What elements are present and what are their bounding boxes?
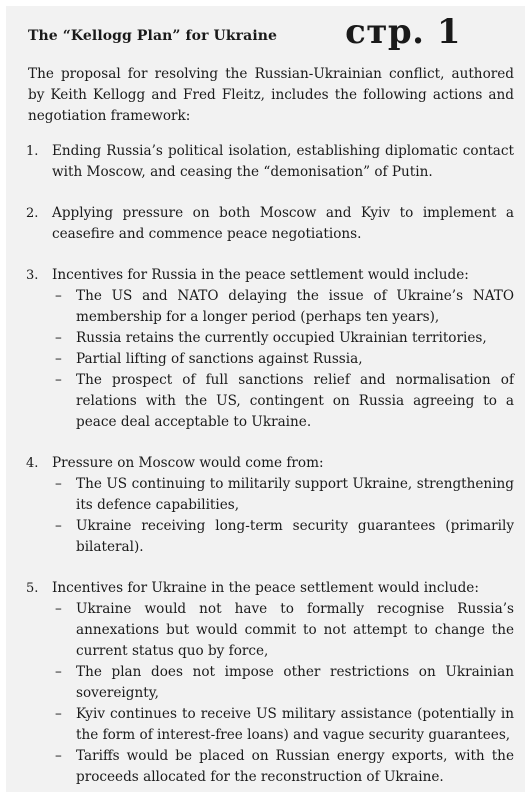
plan-item <box>20 265 514 433</box>
sub-point-text: The US and NATO delaying the issue of Ukraine’s NATO membership for a longer period (perhaps ten years), <box>76 288 514 325</box>
sub-point-text: Partial lifting of sanctions against Russia, <box>76 351 363 367</box>
item-text: Ending Russia’s political isolation, establishing diplomatic contact with Moscow, and ceasing the “demonisation” of Putin. <box>52 143 514 180</box>
sub-point-text: Ukraine receiving long-term security guarantees (primarily bilateral). <box>76 518 514 555</box>
item-text: Pressure on Moscow would come from: <box>52 455 324 471</box>
item-number: 4. <box>26 456 39 471</box>
sub-point-text: Russia retains the currently occupied Ukrainian territories, <box>76 330 487 346</box>
sub-point-text: Kyiv continues to receive US military assistance (potentially in the form of interest-free loans) and vague security guarantees, <box>76 706 514 743</box>
item-text: Applying pressure on both Moscow and Kyiv to implement a ceasefire and commence peace negotiations. <box>52 205 514 242</box>
sub-point-text: Tariffs would be placed on Russian energy exports, with the proceeds allocated for the reconstruction of Ukraine. <box>76 748 514 785</box>
dash-marker: – <box>55 664 62 680</box>
plan-items-list <box>20 141 514 788</box>
sub-point <box>52 704 514 746</box>
sub-point <box>52 474 514 516</box>
sub-point-text: Ukraine would not have to formally recognise Russia’s annexations but would commit to not attempt to change the current status quo by force, <box>76 601 514 659</box>
dash-marker: – <box>55 706 62 722</box>
sub-point <box>52 349 514 370</box>
dash-marker: – <box>55 372 62 388</box>
document-card <box>6 6 525 792</box>
item-number: 1. <box>26 144 39 159</box>
dash-marker: – <box>55 476 62 492</box>
sub-point-list <box>52 474 514 558</box>
sub-point <box>52 286 514 328</box>
dash-marker: – <box>55 351 62 367</box>
item-text: Incentives for Ukraine in the peace settlement would include: <box>52 580 479 596</box>
sub-point-list <box>52 286 514 433</box>
sub-point-text: The plan does not impose other restrictions on Ukrainian sovereignty, <box>76 664 514 701</box>
plan-item <box>20 453 514 558</box>
dash-marker: – <box>55 288 62 304</box>
sub-point <box>52 370 514 433</box>
sub-point <box>52 328 514 349</box>
plan-item <box>20 141 514 183</box>
item-text: Incentives for Russia in the peace settlement would include: <box>52 267 469 283</box>
dash-marker: – <box>55 748 62 764</box>
dash-marker: – <box>55 330 62 346</box>
dash-marker: – <box>55 518 62 534</box>
page-label: стр. 1 <box>345 12 461 52</box>
sub-point <box>52 746 514 788</box>
document-header <box>20 12 511 54</box>
plan-item <box>20 578 514 788</box>
plan-item <box>20 203 514 245</box>
item-number: 5. <box>26 581 39 596</box>
sub-point <box>52 516 514 558</box>
document-title: The “Kellogg Plan” for Ukraine <box>28 28 278 44</box>
sub-point <box>52 599 514 662</box>
dash-marker: – <box>55 601 62 617</box>
item-number: 3. <box>26 268 39 283</box>
sub-point-text: The prospect of full sanctions relief and normalisation of relations with the US, contingent on Russia agreeing to a peace deal acceptable to Ukraine. <box>76 372 514 430</box>
sub-point-text: The US continuing to militarily support Ukraine, strengthening its defence capabilities, <box>76 476 514 513</box>
item-number: 2. <box>26 206 39 221</box>
sub-point <box>52 662 514 704</box>
sub-point-list <box>52 599 514 788</box>
intro-paragraph: The proposal for resolving the Russian-Ukrainian conflict, authored by Keith Kellogg and Fred Fleitz, includes the following actions and negotiation framework: <box>28 66 514 124</box>
